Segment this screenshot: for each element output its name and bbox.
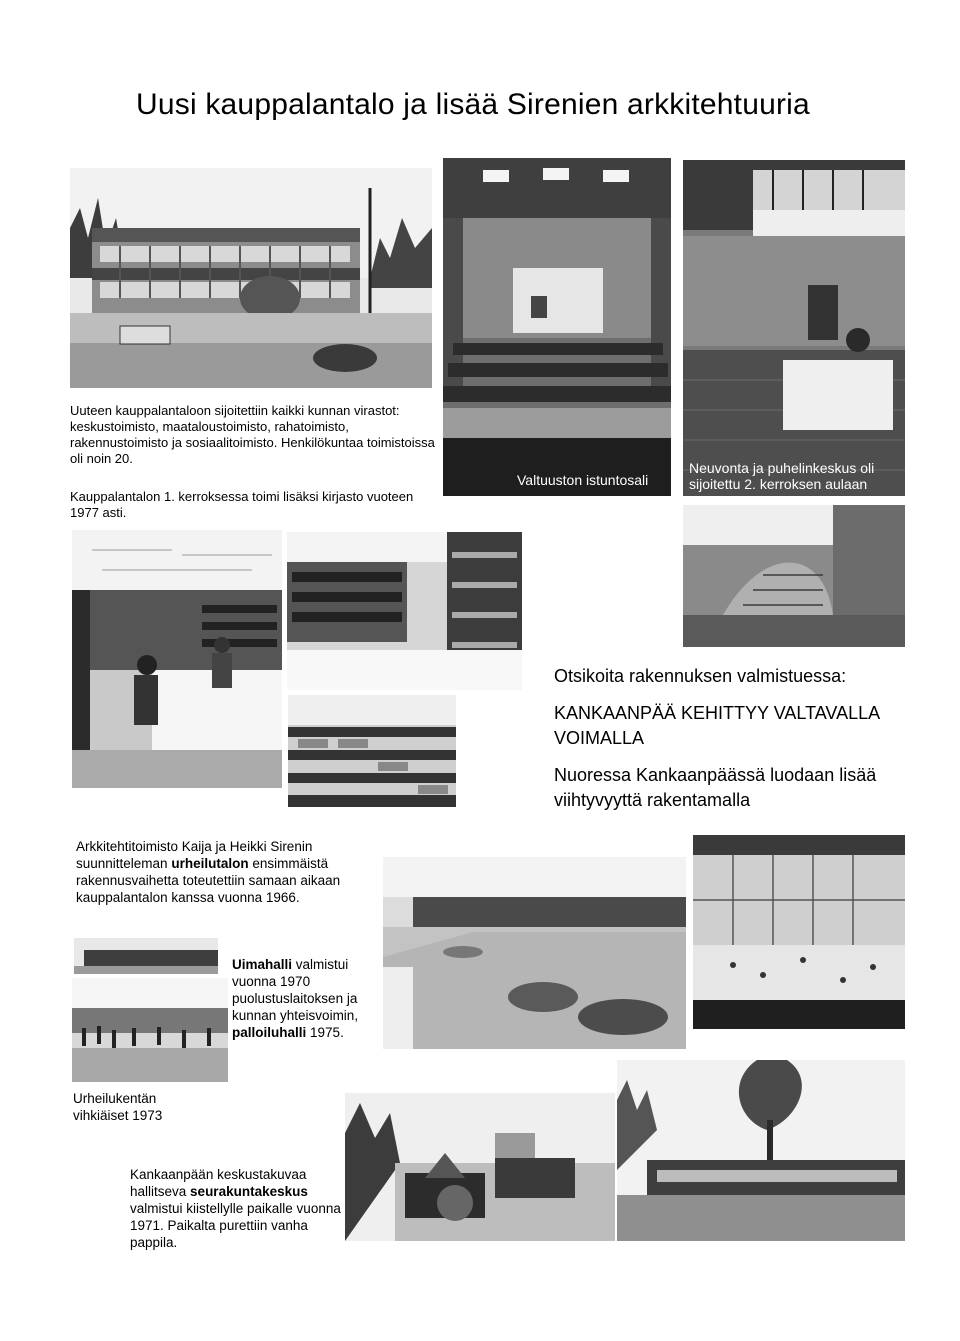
parish-centre-caption (130, 1166, 345, 1251)
parish-centre-photo (345, 1093, 615, 1241)
library-reading-photo (72, 530, 282, 788)
headline-1: KANKAANPÄÄ KEHITTYY VALTAVALLA VOIMALLA (554, 703, 880, 748)
library-shelves-photo (287, 532, 522, 690)
parish-centre-ground-photo (617, 1060, 905, 1241)
pool-caption (232, 956, 382, 1041)
sports-caption-bold: urheilutalon (171, 856, 249, 871)
sports-hall-caption (76, 838, 376, 906)
page-title: Uusi kauppalantalo ja lisää Sirenien arkkitehtuuria (136, 88, 810, 121)
swimming-pool-photo (693, 835, 905, 1029)
church-caption-bold: seurakuntakeskus (190, 1184, 308, 1199)
pool-caption-bold-1: Uimahalli (232, 957, 293, 972)
office-caption (70, 403, 440, 521)
info-desk-caption: Neuvonta ja puhelinkeskus oli sijoitettu 2. kerroksen aulaan (689, 460, 875, 492)
council-hall-caption: Valtuuston istuntosali (517, 472, 649, 488)
sports-caption-pre: Arkkitehtitoimisto Kaija ja Heikki Sirenin suunnitteleman (76, 839, 313, 871)
office-caption-paragraph-2: Kauppalantalon 1. kerroksessa toimi lisäksi kirjasto vuoteen 1977 asti. (70, 489, 414, 520)
town-hall-exterior-photo (70, 168, 432, 388)
headline-2: Nuoressa Kankaanpäässä luodaan lisää viihtyvyyttä rakentamalla (554, 765, 877, 810)
field-caption: Urheilukentän vihkiäiset 1973 (73, 1091, 163, 1123)
sports-caption-post: ensimmäistä rakennusvaihetta toteutettiin samaan aikaan kauppalantalon kanssa vuonna 1966. (76, 856, 341, 905)
field-inauguration-photo (72, 978, 228, 1082)
headlines-intro: Otsikoita rakennuksen valmistuessa: (554, 666, 847, 686)
sports-hall-photo (74, 938, 218, 974)
pool-caption-mid: valmistui vuonna 1970 puolustuslaitoksen ja kunnan yhteisvoimin, (232, 957, 359, 1023)
church-caption-post: valmistui kiistellylle paikalle vuonna 1971. Paikalta purettiin vanha pappila. (130, 1201, 341, 1250)
pool-caption-bold-2: palloiluhalli (232, 1025, 307, 1040)
church-caption-pre: Kankaanpään keskustakuvaa hallitseva (130, 1167, 307, 1199)
sports-hall-construction-photo (383, 857, 686, 1049)
magazine-shelves-photo (288, 695, 456, 807)
info-desk-photo (683, 160, 905, 496)
office-caption-paragraph-1: Uuteen kauppalantaloon sijoitettiin kaikki kunnan virastot: keskustoimisto, maataloustoimisto, rahatoimisto, rakennustoimisto ja sosiaalitoimisto. Henkilökuntaa toimistoissa oli noin 20. (70, 403, 435, 466)
council-hall-photo (443, 158, 671, 496)
pool-caption-end: 1975. (310, 1025, 344, 1040)
stairwell-photo (683, 505, 905, 647)
